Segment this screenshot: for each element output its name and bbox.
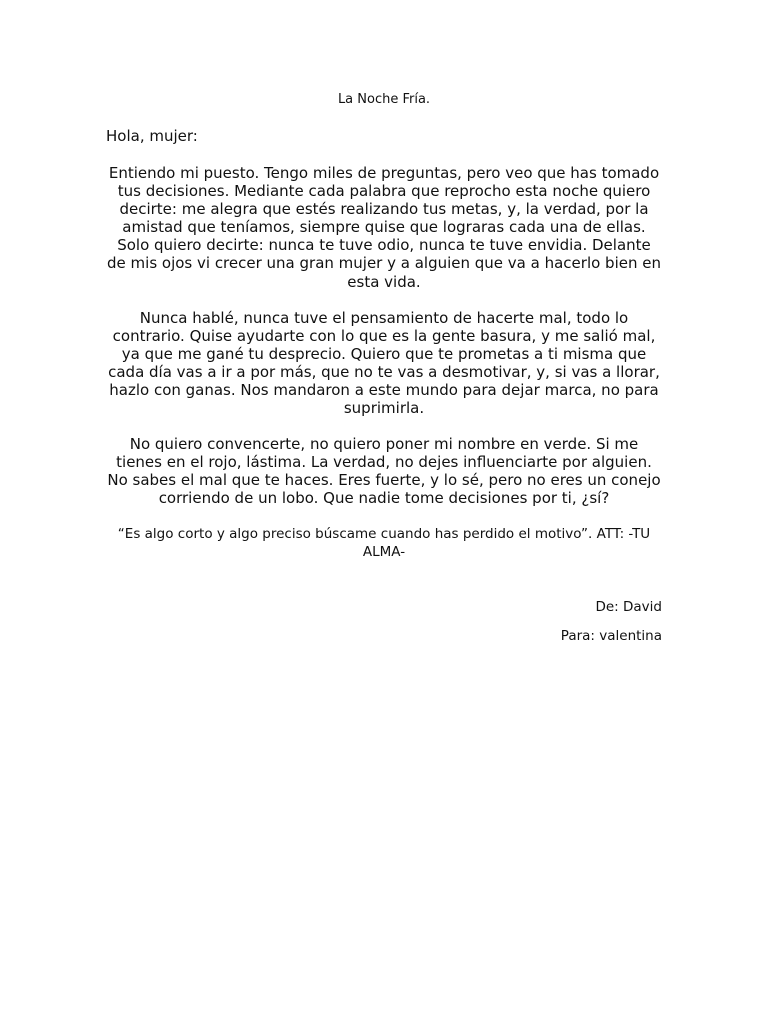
- from-line: De: David: [595, 599, 662, 615]
- document-page: [106, 0, 662, 1024]
- document-title: La Noche Fría.: [337, 92, 431, 107]
- paragraph-3: No quiero convencerte, no quiero poner mi nombre en verde. Si me tienes en el rojo, lástima. La verdad, no dejes influenciarte por alguien. No sabes el mal que te haces. Eres fuerte, y lo sé, pero no eres un conejo corriendo de un lobo. Que nadie tome decisiones por ti, ¿sí?: [107, 435, 661, 508]
- to-line: Para: valentina: [560, 628, 662, 644]
- paragraph-1: Entiendo mi puesto. Tengo miles de preguntas, pero veo que has tomado tus decisiones. Mediante cada palabra que reprocho esta noche quiero decirte: me alegra que estés realizando tus metas, y, la verdad, por la amistad que teníamos, siempre quise que lograras cada una de ellas. Solo quiero decirte: nunca te tuve odio, nunca te tuve envidia. Delante de mis ojos vi crecer una gran mujer y a alguien que va a hacerlo bien en esta vida.: [107, 164, 661, 291]
- greeting: Hola, mujer:: [106, 127, 198, 145]
- paragraph-2: Nunca hablé, nunca tuve el pensamiento de hacerte mal, todo lo contrario. Quise ayudarte con lo que es la gente basura, y me salió mal, ya que me gané tu desprecio. Quiero que te prometas a ti misma que cada día vas a ir a por más, que no te vas a desmotivar, y, si vas a llorar, hazlo con ganas. Nos mandaron a este mundo para dejar marca, no para suprimirla.: [108, 309, 660, 418]
- closing-quote: “Es algo corto y algo preciso búscame cuando has perdido el motivo”. ATT: -TU ALMA-: [117, 526, 651, 560]
